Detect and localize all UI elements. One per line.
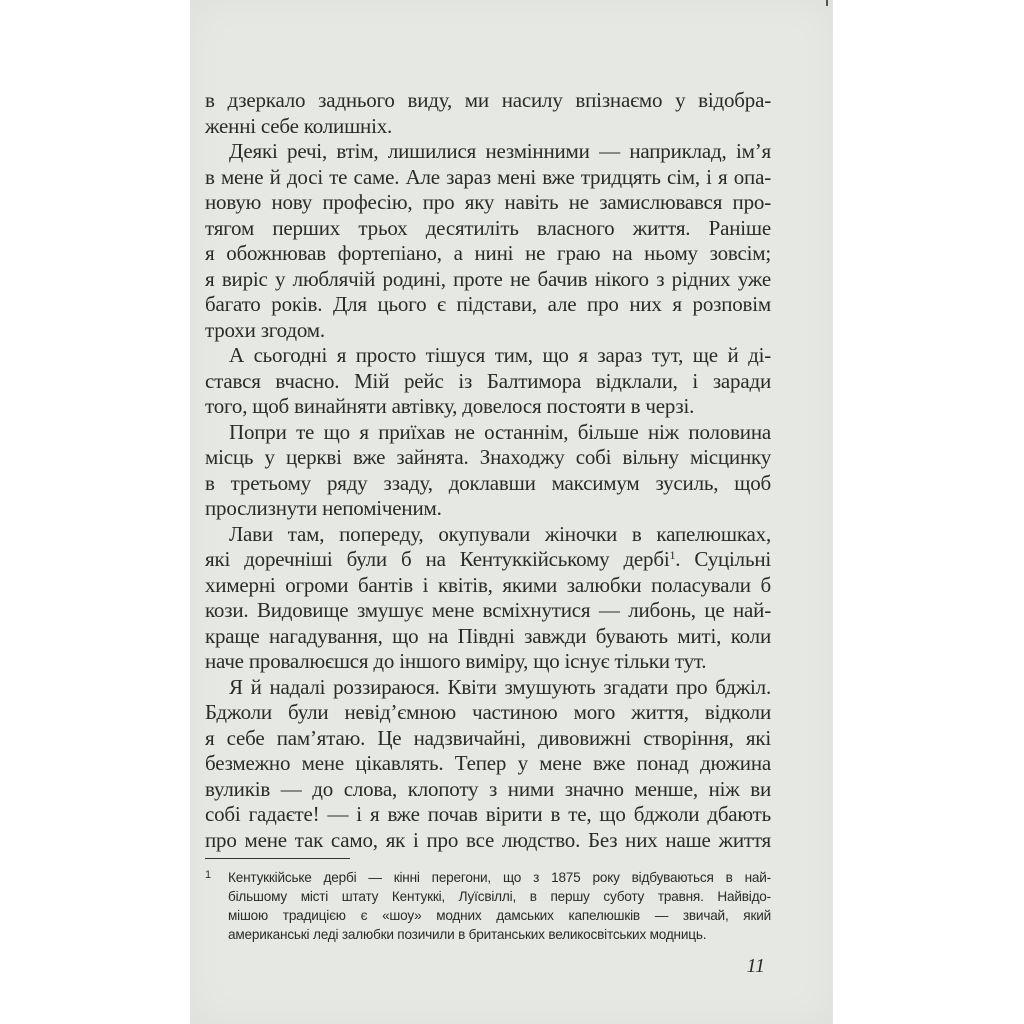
text-line [205,394,771,420]
text-line [205,165,771,191]
text-line-content: прослизнути непоміченим. [205,496,442,520]
text-line-content: тягом перших трьох десятиліть власного життя. Раніше [205,215,771,240]
text-line [205,471,771,497]
text-line-content: химерні огроми бантів і квітів, якими залюбки поласували б [205,572,771,597]
text-line [205,241,771,267]
footnote-mark: 1 [205,869,212,881]
text-line-content: краще нагадування, що на Півдні завжди бувають миті, коли [205,623,771,648]
text-line-content: собі гадаєте! — і я вже почав вірити в те, що бджоли дбають [205,802,771,826]
text-line-content: Бджоли були невід’ємною частиною мого життя, відколи [205,700,771,724]
text-line-content: місць у церкві вже зайнята. Знаходжу собі вільну місцинку [205,445,771,469]
footnote-line: більшому місті штату Кентуккі, Луїсвіллі, в першу суботу травня. Найвідо- [228,889,771,904]
text-line-content: Я й надалі роззираюся. Квіти змушують згадати про бджіл. [229,674,771,699]
text-line [205,828,771,854]
body-text [205,88,771,853]
text-line [205,267,771,293]
footnote-reference[interactable]: 1 [669,548,676,562]
text-line [205,649,771,675]
text-line-content: наче провалюєшся до іншого виміру, що існує тільки тут. [205,649,707,673]
footnote-line: Кентуккійське дербі — кінні перегони, що з 1875 року відбуваються в най- [228,870,771,885]
scan-mark [826,0,828,6]
text-line [205,496,771,522]
text-line [205,190,771,216]
text-line [205,318,771,344]
text-line-content: безмежно мене цікавлять. Тепер у мене вже понад дюжина [205,751,771,775]
text-line [205,420,771,446]
text-line [205,726,771,752]
text-line-content: в третьому ряду ззаду, доклавши максимум зусиль, щоб [205,470,771,495]
text-line [205,802,771,828]
footnote-line: американські леді залюбки позичили в британських великосвітських модниць. [228,927,707,942]
text-line [205,598,771,624]
footnote-rule [205,858,350,859]
text-line-content: . Суцільні [675,547,771,571]
text-line-content: багато років. Для цього є підстави, але про них я розповім [205,292,771,316]
text-line-content: новую нову професію, про яку навіть не замислювався про- [205,190,771,214]
book-page [190,0,833,1024]
text-line [205,445,771,471]
text-line-content: женні себе колишніх. [205,113,393,138]
footnote-line: мішою традицією є «шоу» модних дамських капелюшків — звичай, який [228,908,771,923]
text-line [205,522,771,548]
text-line-content: я себе пам’ятаю. Це надзвичайні, дивовижні створіння, які [205,725,771,750]
text-line [205,675,771,701]
text-line [205,216,771,242]
text-line-content: Деякі речі, втім, лишилися незмінними — наприклад, ім’я [229,139,771,163]
text-line [205,292,771,318]
text-line [205,114,771,140]
text-line-content: в дзеркало заднього виду, ми насилу впізнаємо у відобра- [205,88,771,112]
text-line [205,700,771,726]
text-line-content: я виріс у люблячій родині, проте не бачив нікого з рідних уже [205,266,771,291]
text-line [205,139,771,165]
text-line [205,369,771,395]
text-line-content: стався вчасно. Мій рейс із Балтимора відклали, і заради [205,368,771,393]
text-line-content: того, щоб винайняти автівку, довелося постояти в черзі. [205,394,695,418]
text-line-content: кози. Видовище змушує мене всміхнутися — либонь, це най- [205,598,771,622]
text-line [205,343,771,369]
footnote [205,868,771,944]
text-line [205,547,771,573]
text-line-content: в мене й досі те саме. Але зараз мені вже тридцять сім, і я опа- [205,164,771,189]
text-line [205,751,771,777]
text-line-content: Лави там, попереду, окупували жіночки в капелюшках, [229,521,771,546]
text-line [205,624,771,650]
text-line-content: про мене так само, як і про все людство. Без них наше життя [205,827,771,852]
text-line-content: Попри те що я приїхав не останнім, більше ніж половина [229,419,771,444]
text-line-content: вуликів — до слова, клопоту з ними значно менше, ніж ви [205,776,771,801]
text-line-content: трохи згодом. [205,317,325,342]
text-line-content: які доречніші були б на Кентуккійському дербі [205,547,670,571]
text-line-content: я обожнював фортепіано, а нині не граю на ньому зовсім; [205,241,771,265]
text-line [205,88,771,114]
text-line [205,573,771,599]
text-line-content: А сьогодні я просто тішуся тим, що я зараз тут, ще й ді- [229,343,771,367]
page-number: 11 [746,955,765,977]
text-line [205,777,771,803]
